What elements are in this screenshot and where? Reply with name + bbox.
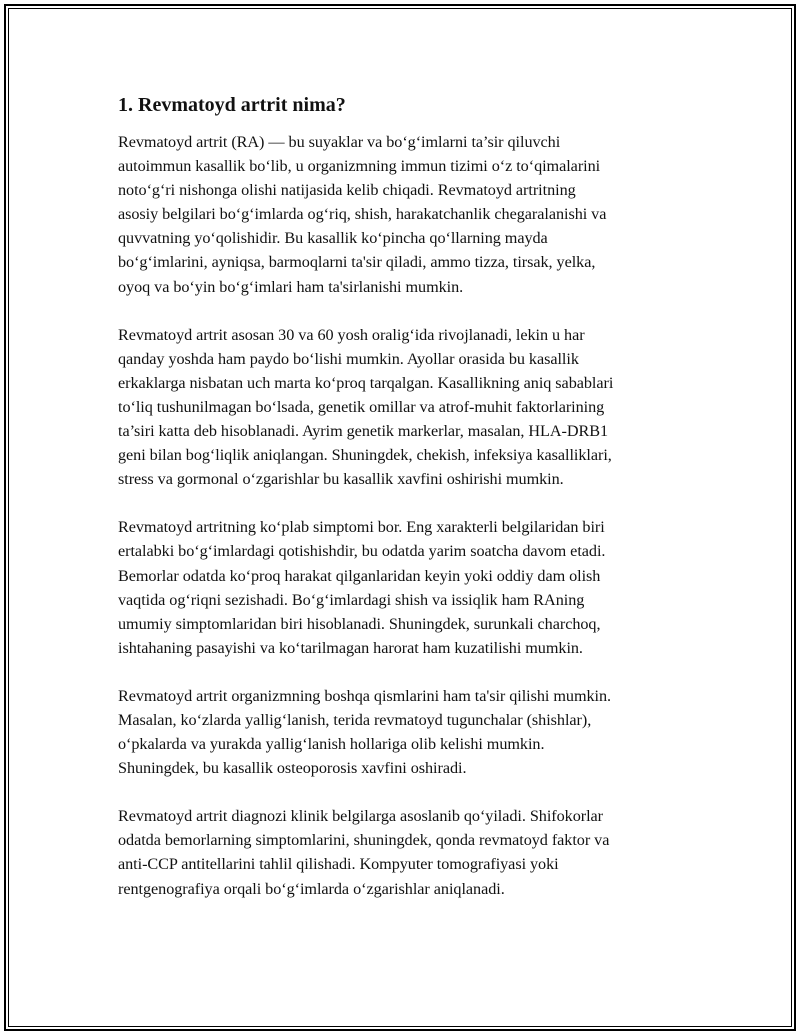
text-line: ertalabki bo‘g‘imlardagi qotishishdir, bu odatda yarim soatcha davom etadi. — [118, 542, 606, 561]
text-line: rentgenografiya orqali bo‘g‘imlarda o‘zgarishlar aniqlanadi. — [118, 879, 505, 898]
text-line: asosiy belgilari bo‘g‘imlarda og‘riq, shish, harakatchanlik chegaralanishi va — [118, 205, 607, 224]
text-line: o‘pkalarda va yurakda yallig‘lanish hollariga olib kelishi mumkin. — [118, 735, 545, 754]
text-line: autoimmun kasallik bo‘lib, u organizmning immun tizimi o‘z to‘qimalarini — [118, 157, 601, 176]
text-line: ta’siri katta deb hisoblanadi. Ayrim genetik markerlar, masalan, HLA-DRB1 — [118, 422, 609, 441]
text-line: Masalan, ko‘zlarda yallig‘lanish, terida revmatoyd tugunchalar (shishlar), — [118, 710, 592, 729]
section-heading: 1. Revmatoyd artrit nima? — [118, 94, 346, 116]
text-line: Revmatoyd artritning ko‘plab simptomi bor. Eng xarakterli belgilaridan biri — [118, 518, 605, 537]
text-line: Revmatoyd artrit diagnozi klinik belgilarga asoslanib qo‘yiladi. Shifokorlar — [118, 807, 604, 826]
text-line: vaqtida og‘riqni sezishadi. Bo‘g‘imlardagi shish va issiqlik ham RAning — [118, 590, 585, 609]
text-line: Revmatoyd artrit asosan 30 va 60 yosh oralig‘ida rivojlanadi, lekin u har — [118, 325, 585, 344]
paragraph-2 — [118, 323, 698, 492]
paragraph-4 — [118, 684, 698, 780]
paragraph-1 — [118, 130, 698, 299]
text-line: bo‘g‘imlarini, ayniqsa, barmoqlarni ta'sir qiladi, ammo tizza, tirsak, yelka, — [118, 253, 596, 272]
text-line: ishtahaning pasayishi va ko‘tarilmagan harorat ham kuzatilishi mumkin. — [118, 638, 583, 657]
text-line: Shuningdek, bu kasallik osteoporosis xavfini oshiradi. — [118, 759, 467, 778]
text-line: Revmatoyd artrit organizmning boshqa qismlarini ham ta'sir qilishi mumkin. — [118, 686, 612, 705]
text-line: to‘liq tushunilmagan bo‘lsada, genetik omillar va atrof-muhit faktorlarining — [118, 397, 605, 416]
text-line: umumiy simptomlaridan biri hisoblanadi. Shuningdek, surunkali charchoq, — [118, 614, 601, 633]
text-line: qanday yoshda ham paydo bo‘lishi mumkin. Ayollar orasida bu kasallik — [118, 349, 579, 368]
text-line: odatda bemorlarning simptomlarini, shuningdek, qonda revmatoyd faktor va — [118, 831, 610, 850]
text-line: Revmatoyd artrit (RA) — bu suyaklar va bo‘g‘imlarni ta’sir qiluvchi — [118, 133, 561, 151]
text-line: Bemorlar odatda ko‘proq harakat qilganlaridan keyin yoki oddiy dam olish — [118, 566, 601, 585]
text-line: erkaklarga nisbatan uch marta ko‘proq tarqalgan. Kasallikning aniq sabablari — [118, 373, 614, 392]
text-line: anti-CCP antitellarini tahlil qilishadi. Kompyuter tomografiyasi yoki — [118, 855, 559, 874]
paragraph-3 — [118, 515, 698, 660]
text-line: quvvatning yo‘qolishidir. Bu kasallik ko‘pincha qo‘llarning mayda — [118, 229, 548, 248]
text-line: stress va gormonal o‘zgarishlar bu kasallik xavfini oshirishi mumkin. — [118, 470, 564, 489]
text-line: noto‘g‘ri nishonga olishi natijasida kelib chiqadi. Revmatoyd artritning — [118, 181, 576, 200]
document-content — [118, 92, 698, 925]
paragraph-5 — [118, 804, 698, 900]
text-line: oyoq va bo‘yin bo‘g‘imlari ham ta'sirlanishi mumkin. — [118, 277, 464, 296]
text-line: geni bilan bog‘liqlik aniqlangan. Shuningdek, chekish, infeksiya kasalliklari, — [118, 446, 612, 465]
